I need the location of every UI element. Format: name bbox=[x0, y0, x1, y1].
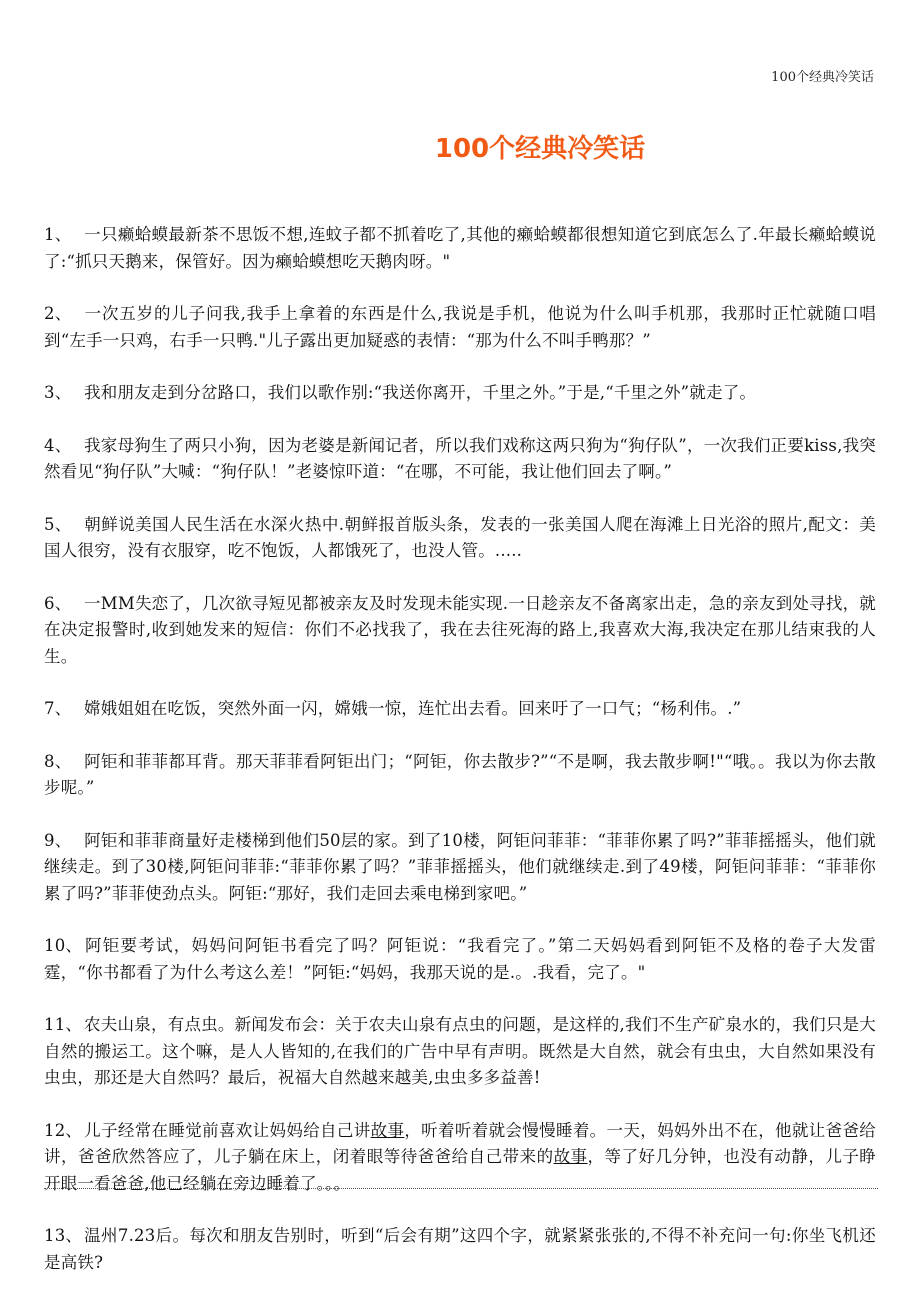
joke-text: 我家母狗生了两只小狗，因为老婆是新闻记者，所以我们戏称这两只狗为“狗仔队”，一次我们正要kiss,我突然看见“狗仔队”大喊：“狗仔队！”老婆惊吓道：“在哪，不可能，我让他们回去了啊。” bbox=[44, 435, 876, 481]
running-header: 100个经典冷笑话 bbox=[771, 70, 874, 85]
joke-number: 1、 bbox=[44, 225, 72, 244]
page-bottom-rule bbox=[44, 1188, 878, 1189]
joke-text: 一次五岁的儿子问我,我手上拿着的东西是什么,我说是手机，他说为什么叫手机那，我那时正忙就随口唱到“左手一只鸡，右手一只鸭."儿子露出更加疑惑的表情：“那为什么不叫手鸭那？” bbox=[44, 304, 876, 350]
joke-item bbox=[44, 301, 876, 354]
joke-text: 一只癞蛤蟆最新茶不思饭不想,连蚊子都不抓着吃了,其他的癞蛤蟆都很想知道它到底怎么了.年最长癞蛤蟆说了:“抓只天鹅来，保管好。因为癞蛤蟆想吃天鹅肉呀。" bbox=[44, 225, 876, 271]
joke-number: 3、 bbox=[44, 383, 72, 402]
joke-item bbox=[44, 933, 876, 986]
document-title: 100个经典冷笑话 bbox=[434, 134, 646, 164]
joke-item bbox=[44, 433, 876, 486]
joke-number: 6、 bbox=[44, 593, 72, 613]
joke-text: 阿钜和菲菲商量好走楼梯到他们50层的家。到了10楼，阿钜问菲菲：“菲菲你累了吗?”菲菲摇摇头，他们就继续走。到了30楼,阿钜问菲菲:“菲菲你累了吗？”菲菲摇摇头，他们就继续走.到了49楼，阿钜问菲菲：“菲菲你累了吗?”菲菲使劲点头。阿钜:“那好，我们走回去乘电梯到家吧。” bbox=[44, 830, 876, 903]
joke-item bbox=[44, 1223, 876, 1276]
underlined-word: 故事 bbox=[553, 1147, 588, 1166]
joke-number: 8、 bbox=[44, 751, 72, 771]
joke-text: 朝鲜说美国人民生活在水深火热中.朝鲜报首版头条，发表的一张美国人爬在海滩上日光浴的照片,配文：美国人很穷，没有衣服穿，吃不饱饭，人都饿死了，也没人管。..... bbox=[44, 514, 876, 560]
joke-number: 4、 bbox=[44, 435, 72, 455]
joke-text: ，等了好几分钟，也没有动静，儿子睁开眼一看爸爸,他已经躺在旁边睡着了。。。 bbox=[44, 1147, 877, 1193]
joke-item bbox=[44, 1012, 876, 1092]
joke-text: 我和朋友走到分岔路口，我们以歌作别:“我送你离开，千里之外。”于是,“千里之外”就走了。 bbox=[84, 383, 757, 402]
joke-item bbox=[44, 749, 876, 802]
joke-number: 10、 bbox=[44, 936, 83, 955]
joke-number: 13、 bbox=[44, 1226, 83, 1245]
joke-list bbox=[44, 222, 876, 1302]
joke-item bbox=[44, 380, 876, 407]
joke-text: ，听着听着就会慢慢睡着。一天，妈妈外出不在，他就让爸爸给讲，爸爸欣然答应了，儿子躺在床上，闭着眼等待爸爸给自己带来的 bbox=[44, 1120, 876, 1166]
joke-number: 12、 bbox=[44, 1120, 83, 1140]
joke-text: 阿钜要考试，妈妈问阿钜书看完了吗？阿钜说：“我看完了。”第二天妈妈看到阿钜不及格的卷子大发雷霆，“你书都看了为什么考这么差！”阿钜:“妈妈，我那天说的是.。.我看，完了。" bbox=[44, 936, 876, 982]
joke-item bbox=[44, 1118, 876, 1198]
joke-item bbox=[44, 828, 876, 908]
joke-text: 儿子经常在睡觉前喜欢让妈妈给自己讲 bbox=[84, 1120, 371, 1140]
joke-number: 7、 bbox=[44, 699, 72, 718]
joke-number: 9、 bbox=[44, 830, 72, 850]
joke-text: 嫦娥姐姐在吃饭，突然外面一闪，嫦娥一惊，连忙出去看。回来吁了一口气；“杨利伟。.” bbox=[84, 699, 742, 718]
joke-item bbox=[44, 696, 876, 723]
joke-number: 11、 bbox=[44, 1015, 83, 1034]
joke-item bbox=[44, 222, 876, 275]
underlined-word: 故事 bbox=[370, 1120, 405, 1140]
joke-text: 温州7.23后。每次和朋友告别时，听到“后会有期”这四个字，就紧紧张张的,不得不补充问一句:你坐飞机还是高铁? bbox=[44, 1226, 876, 1272]
joke-text: 一MM失恋了，几次欲寻短见都被亲友及时发现未能实现.一日趁亲友不备离家出走，急的亲友到处寻找，就在决定报警时,收到她发来的短信：你们不必找我了，我在去往死海的路上,我喜欢大海,我决定在那儿结束我的人生。 bbox=[44, 593, 876, 666]
joke-text: 阿钜和菲菲都耳背。那天菲菲看阿钜出门；“阿钜，你去散步?”“不是啊，我去散步啊!"“哦。。我以为你去散步呢。” bbox=[44, 751, 876, 797]
joke-number: 5、 bbox=[44, 514, 72, 534]
joke-text: 农夫山泉，有点虫。新闻发布会：关于农夫山泉有点虫的问题，是这样的,我们不生产矿泉水的，我们只是大自然的搬运工。这个嘛，是人人皆知的,在我们的广告中早有声明。既然是大自然，就会有虫虫，大自然如果没有虫虫，那还是大自然吗？最后，祝福大自然越来越美,虫虫多多益善! bbox=[44, 1015, 876, 1087]
joke-item bbox=[44, 512, 876, 565]
joke-item bbox=[44, 591, 876, 671]
joke-number: 2、 bbox=[44, 304, 72, 323]
